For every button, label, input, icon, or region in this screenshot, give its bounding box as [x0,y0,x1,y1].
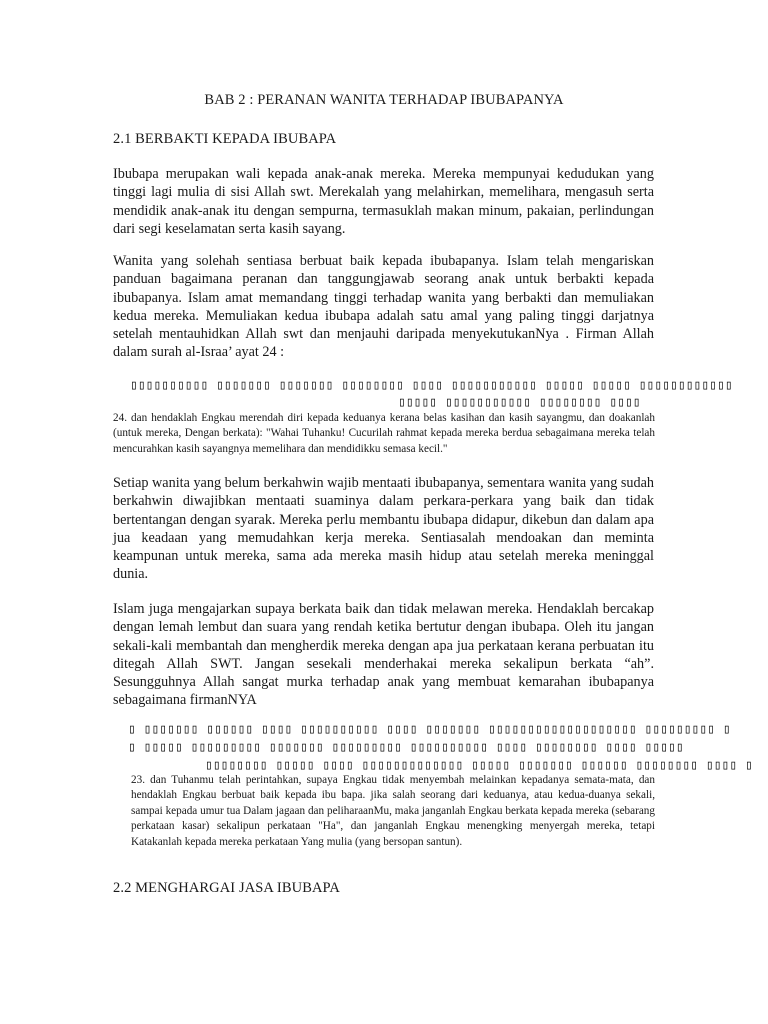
arabic-verse-2-line-2: ▯ ▯▯▯▯▯ ▯▯▯▯▯▯▯▯▯ ▯▯▯▯▯▯▯ ▯▯▯▯▯▯▯▯▯ ▯▯▯▯▯▯▯▯▯▯ ▯▯▯▯ ▯▯▯▯▯▯▯▯ ▯▯▯▯ ▯▯▯▯▯ [128,740,684,755]
arabic-verse-1-line-2: ▯▯▯▯▯ ▯▯▯▯▯▯▯▯▯▯▯ ▯▯▯▯▯▯▯▯ ▯▯▯▯ [398,395,641,410]
arabic-verse-2-line-1: ▯ ▯▯▯▯▯▯▯ ▯▯▯▯▯▯ ▯▯▯▯ ▯▯▯▯▯▯▯▯▯▯ ▯▯▯▯ ▯▯▯▯▯▯▯ ▯▯▯▯▯▯▯▯▯▯▯▯▯▯▯▯▯▯▯ ▯▯▯▯▯▯▯▯▯ ▯ [128,722,731,737]
paragraph-2: Wanita yang solehah sentiasa berbuat baik kepada ibubapanya. Islam telah mengariskan panduan bagaimana peranan dan tanggungjawab seorang anak untuk berbakti kepada ibubapanya. Islam amat memandang tinggi terhadap wanita yang berbakti dan memuliakan kedua mereka. Memuliakan kedua ibubapa adalah satu amal yang paling tinggi darjatnya setelah mentauhidkan Allah swt dan menjauhi daripada menyekutukanNya . Firman Allah dalam surah al-Israa’ ayat 24 : [113,253,654,361]
paragraph-4: Islam juga mengajarkan supaya berkata baik dan tidak melawan mereka. Hendaklah bercakap dengan lemah lembut dan suara yang rendah ketika bertutur dengan ibubapa. Oleh itu jangan sekali-kali membantah dan mengherdik mereka dengan apa jua perkataan kerana perbuatan itu ditegah Allah SWT. Jangan sesekali menderhakai mereka sekalipun berkata “ah”. Sesungguhnya Allah sangat murka terhadap anak yang membuat kemarahan ibubapanya sebagaimana firmanNYA [113,601,654,709]
paragraph-3: Setiap wanita yang belum berkahwin wajib mentaati ibubapanya, sementara wanita yang sudah berkahwin diwajibkan mentaati suaminya dalam perkara-perkara yang baik dan tidak bertentangan dengan syarak. Mereka perlu membantu ibubapa didapur, dikebun dan dalam apa jua keadaan yang memudahkan kerja mereka. Sentiasalah mendoakan dan meminta keampunan untuk mereka, sama ada mereka masih hidup atau setelah mereka meninggal dunia. [113,475,654,583]
verse-2-translation: 23. dan Tuhanmu telah perintahkan, supaya Engkau tidak menyembah melainkan kepadanya semata-mata, dan hendaklah Engkau berbuat baik kepada ibu bapa. jika salah seorang dari keduanya, atau kedua-duanya sekali, sampai kepada umur tua Dalam jagaan dan peliharaanMu, maka janganlah Engkau berkata kepada mereka (sebarang perkataan kasar) sekalipun perkataan "Ha", dan janganlah Engkau menengking menyergah mereka, tetapi Katakanlah kepada mereka perkataan Yang mulia (yang bersopan santun). [131,774,655,848]
verse-1-translation: 24. dan hendaklah Engkau merendah diri kepada keduanya kerana belas kasihan dan kasih sayangmu, dan doakanlah (untuk mereka, Dengan berkata): "Wahai Tuhanku! Cucurilah rahmat kepada mereka berdua sebagaimana mereka telah mencurahkan kasih sayangnya memelihara dan mendidikku semasa kecil." [113,412,655,455]
section-heading-2-2: 2.2 MENGHARGAI JASA IBUBAPA [113,880,340,896]
section-heading-2-1: 2.1 BERBAKTI KEPADA IBUBAPA [113,131,337,147]
chapter-title: BAB 2 : PERANAN WANITA TERHADAP IBUBAPANYA [204,92,564,108]
paragraph-1: Ibubapa merupakan wali kepada anak-anak mereka. Mereka mempunyai kedudukan yang tinggi lagi mulia di sisi Allah swt. Merekalah yang melahirkan, memelihara, mengasuh serta mendidik anak-anak itu dengan sempurna, termasuklah makan minum, pakaian, perlindungan dari segi keselamatan serta kasih sayang. [113,166,654,237]
arabic-verse-2-line-3: ▯▯▯▯▯▯▯▯ ▯▯▯▯▯ ▯▯▯▯ ▯▯▯▯▯▯▯▯▯▯▯▯▯ ▯▯▯▯▯ ▯▯▯▯▯▯▯ ▯▯▯▯▯▯ ▯▯▯▯▯▯▯▯ ▯▯▯▯ ▯ [205,758,753,773]
arabic-verse-1-line-1: ▯▯▯▯▯▯▯▯▯▯ ▯▯▯▯▯▯▯ ▯▯▯▯▯▯▯ ▯▯▯▯▯▯▯▯ ▯▯▯▯ ▯▯▯▯▯▯▯▯▯▯▯ ▯▯▯▯▯ ▯▯▯▯▯ ▯▯▯▯▯▯▯▯▯▯▯▯ [130,378,733,393]
